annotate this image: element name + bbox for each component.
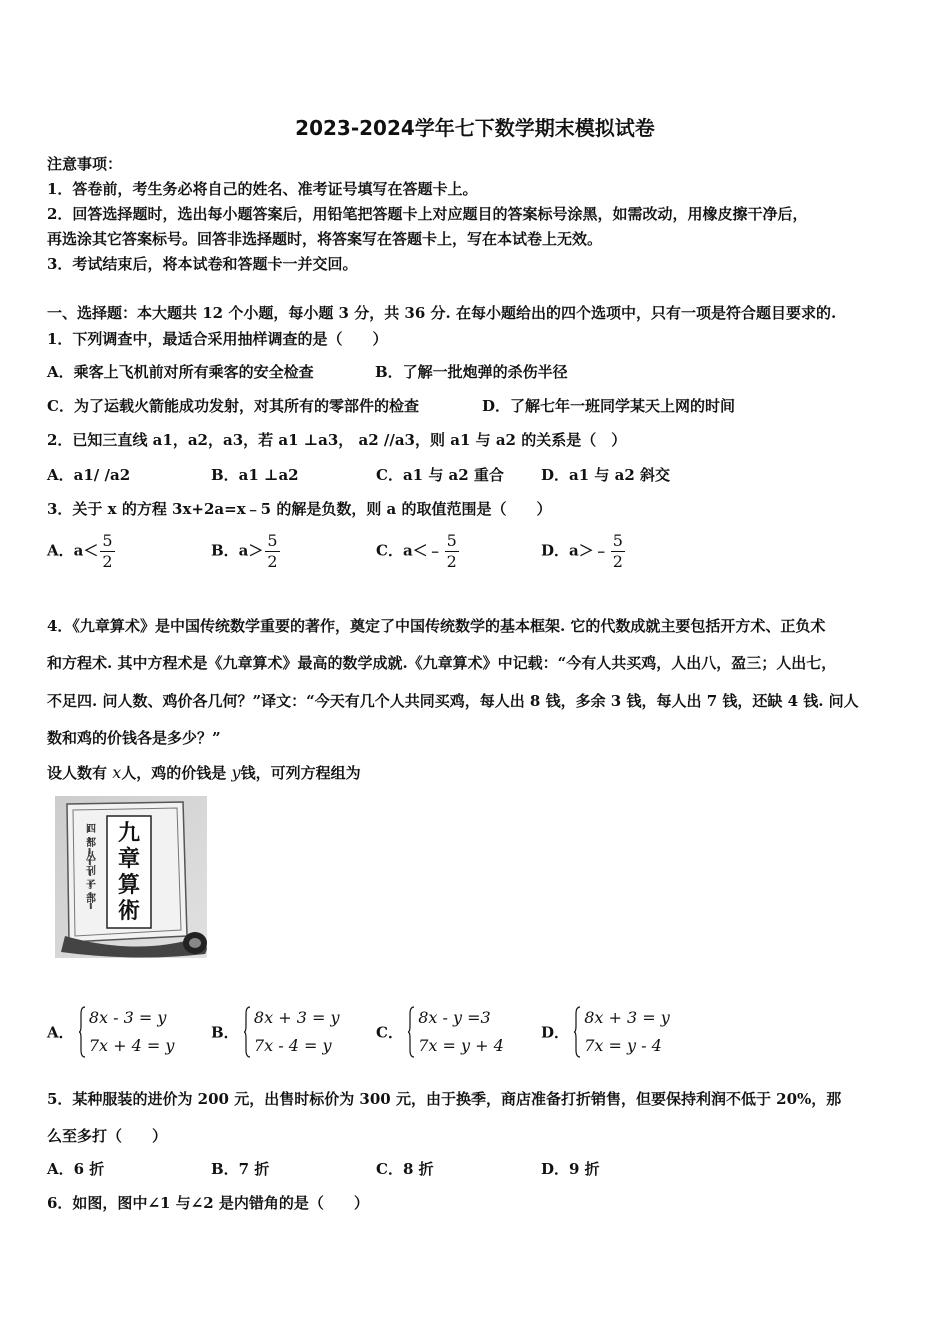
q3-option-d xyxy=(541,531,625,572)
question-5-line: 么至多打（ ） xyxy=(47,1127,168,1145)
q4-option-a xyxy=(47,1004,174,1060)
q2-option-d: D．a1 与 a2 斜交 xyxy=(541,466,670,484)
setup-text: 设人数有 xyxy=(47,764,108,782)
q5-option-c: C．8 折 xyxy=(376,1160,434,1178)
option-label: B．a＞ xyxy=(211,541,264,560)
equation: 7x = y - 4 xyxy=(584,1036,662,1055)
question-4-setup xyxy=(47,762,361,783)
q3-option-a xyxy=(47,531,115,572)
q4-option-d xyxy=(541,1004,670,1060)
q2-option-b: B．a1 ⊥a2 xyxy=(211,466,299,484)
option-label: D．a＞﹣ xyxy=(541,541,609,560)
question-4-line: 和方程术. 其中方程术是《九章算术》最高的数学成就.《九章算术》中记载：“今有人共买鸡，人出八，盈三；人出七， xyxy=(47,654,837,672)
option-label: B． xyxy=(211,1023,239,1042)
variable-x: x xyxy=(112,763,122,782)
equation: 7x + 4 = y xyxy=(88,1036,175,1055)
q4-option-b xyxy=(211,1004,340,1060)
fraction-denominator: 2 xyxy=(102,552,113,571)
question-4-line: 不足四. 问人数、鸡价各几何？”译文：“今天有几个人共同买鸡，每人出 8 钱，多余 3 钱，每人出 7 钱，还缺 4 钱. 问人 xyxy=(47,692,859,710)
notice-item: 1．答卷前，考生务必将自己的姓名、准考证号填写在答题卡上。 xyxy=(47,180,478,198)
q4-option-c xyxy=(376,1004,504,1060)
option-label: D． xyxy=(541,1023,570,1042)
brace-icon xyxy=(408,1006,415,1058)
setup-text: 人，鸡的价钱是 xyxy=(121,764,227,782)
section-heading: 一、选择题：本大题共 12 个小题，每小题 3 分，共 36 分. 在每小题给出的四个选项中，只有一项是符合题目要求的. xyxy=(47,304,837,322)
q1-option-b: B．了解一批炮弹的杀伤半径 xyxy=(375,363,568,381)
book-side-char: 刊 xyxy=(86,866,96,877)
book-side-char: 丛 xyxy=(86,852,96,863)
equation-system xyxy=(244,1004,340,1060)
book-side-char: 部 xyxy=(86,894,96,905)
q1-option-a: A．乘客上飞机前对所有乘客的安全检查 xyxy=(47,363,314,381)
page-title: 2023-2024学年七下数学期末模拟试卷 xyxy=(295,116,655,140)
jiuzhang-suanshu-book-image xyxy=(55,796,207,958)
equation: 7x = y + 4 xyxy=(418,1036,504,1055)
notice-item: 3．考试结束后，将本试卷和答题卡一并交回。 xyxy=(47,255,358,273)
q2-option-c: C．a1 与 a2 重合 xyxy=(376,466,504,484)
setup-text: 钱，可列方程组为 xyxy=(240,764,361,782)
book-title-char: 算 xyxy=(117,872,141,898)
question-1-stem: 1．下列调查中，最适合采用抽样调查的是（ ） xyxy=(47,330,388,348)
brace-icon xyxy=(574,1006,581,1058)
question-2-stem: 2．已知三直线 a1，a2，a3，若 a1 ⊥a3， a2 //a3，则 a1 与 a2 的关系是（ ） xyxy=(47,431,627,449)
variable-y: y xyxy=(231,763,241,782)
option-label: C．a＜﹣ xyxy=(376,541,443,560)
book-title-char: 術 xyxy=(117,898,141,924)
book-side-char: 四 xyxy=(86,824,96,835)
fraction-denominator: 2 xyxy=(446,552,457,571)
equation: 8x - 3 = y xyxy=(88,1008,167,1027)
q1-option-d: D．了解七年一班同学某天上网的时间 xyxy=(482,397,736,415)
brace-icon xyxy=(244,1006,251,1058)
equation: 8x + 3 = y xyxy=(584,1008,670,1027)
fraction-denominator: 2 xyxy=(612,552,623,571)
notice-item: 再选涂其它答案标号。回答非选择题时，将答案写在答题卡上，写在本试卷上无效。 xyxy=(47,230,603,248)
fraction xyxy=(265,531,279,572)
question-5-line: 5．某种服装的进价为 200 元，出售时标价为 300 元，由于换季，商店准备打折销售，但要保持利润不低于 20%，那 xyxy=(47,1090,842,1108)
fraction xyxy=(100,531,114,572)
book-side-char: 部 xyxy=(86,838,96,849)
fraction xyxy=(611,531,625,572)
book-title-char: 章 xyxy=(117,846,141,872)
equation: 8x + 3 = y xyxy=(253,1008,340,1027)
fraction-numerator: 5 xyxy=(267,531,278,550)
q1-option-c: C．为了运载火箭能成功发射，对其所有的零部件的检查 xyxy=(47,397,419,415)
q5-option-a: A．6 折 xyxy=(47,1160,105,1178)
fraction-numerator: 5 xyxy=(612,531,623,550)
fraction xyxy=(445,531,459,572)
fraction-numerator: 5 xyxy=(446,531,457,550)
equation: 8x - y =3 xyxy=(418,1008,491,1027)
question-4-line: 4．《九章算术》是中国传统数学重要的著作，奠定了中国传统数学的基本框架. 它的代数成就主要包括开方术、正负术 xyxy=(47,617,826,635)
equation: 7x - 4 = y xyxy=(253,1036,332,1055)
fraction-numerator: 5 xyxy=(102,531,113,550)
book-title-char: 九 xyxy=(117,820,141,846)
fraction-denominator: 2 xyxy=(267,552,278,571)
notice-item: 2．回答选择题时，选出每小题答案后，用铅笔把答题卡上对应题目的答案标号涂黑，如需改动，用橡皮擦干净后， xyxy=(47,205,808,223)
equation-system xyxy=(574,1004,670,1060)
q3-option-b xyxy=(211,531,280,572)
equation-system xyxy=(79,1004,175,1060)
q5-option-d: D．9 折 xyxy=(541,1160,600,1178)
question-6-stem: 6．如图，图中∠1 与∠2 是内错角的是（ ） xyxy=(47,1194,369,1212)
q2-option-a: A．a1/ /a2 xyxy=(47,466,131,484)
question-4-line: 数和鸡的价钱各是多少？” xyxy=(47,729,221,747)
q3-option-c xyxy=(376,531,459,572)
book-side-char: 子 xyxy=(86,880,96,891)
option-label: A． xyxy=(47,1023,74,1042)
brace-icon xyxy=(79,1006,86,1058)
equation-system xyxy=(408,1004,504,1060)
q5-option-b: B．7 折 xyxy=(211,1160,270,1178)
notice-heading: 注意事项： xyxy=(47,155,123,173)
option-label: A．a＜ xyxy=(47,541,99,560)
question-3-stem: 3．关于 x 的方程 3x+2a=x﹣5 的解是负数，则 a 的取值范围是（ ） xyxy=(47,500,552,518)
option-label: C． xyxy=(376,1023,403,1042)
